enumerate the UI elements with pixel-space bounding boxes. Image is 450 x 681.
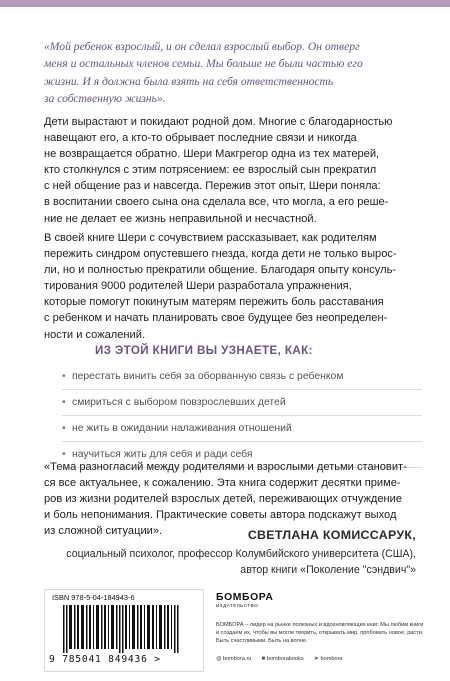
paragraph-line: ние не делает ее жизнь неправильной и несчастной.: [44, 212, 317, 225]
paragraph-line: с ней общение раз и навсегда. Пережив этот опыт, Шери поняла:: [44, 180, 381, 193]
learn-item-text: не жить в ожидании налаживания отношений: [72, 423, 292, 434]
paragraph-line: Дети вырастают и покидают родной дом. Многие с благодарностью: [44, 116, 393, 128]
paragraph-line: с ребенком и начать планировать свое будущее без неопределен-: [44, 312, 388, 325]
review-line: из сложной ситуации».: [44, 525, 163, 538]
isbn-text: ISBN 978-5-04-184943-6: [52, 593, 135, 602]
learn-heading: ИЗ ЭТОЙ КНИГИ ВЫ УЗНАЕТЕ, КАК:: [95, 344, 313, 357]
publisher-logo-text: БОМБОРА: [216, 592, 274, 603]
learn-list-item: [62, 416, 422, 442]
quote-line: меня и остальных членов семьи. Мы больше не были частью его: [44, 57, 363, 71]
bullet-icon: •: [62, 449, 66, 460]
paragraph-line: ности и сожалений.: [44, 328, 146, 341]
bullet-icon: •: [62, 371, 66, 382]
social-link-vk[interactable]: bomborabooks: [266, 656, 304, 662]
social-link-site[interactable]: bombora.ru: [222, 656, 252, 662]
paragraph-line: пережить синдром опустевшего гнезда, когда дети не только вырос-: [44, 248, 397, 261]
paragraph-line: навещают его, а кто-то обрывает последние связи и никогда: [44, 132, 357, 145]
publisher-logo: [216, 592, 273, 609]
review-line: ся все актуальнее, к сожалению. Эта книга содержит десятки приме-: [44, 477, 401, 490]
author-role-line: социальный психолог, профессор Колумбийского университета (США),: [66, 548, 416, 560]
paragraph-line: тирования 9000 родителей Шери разработала упражнения,: [44, 280, 352, 293]
paragraph-line: ли, но и полностью прекратили общение. Благодаря опыту консуль-: [44, 264, 397, 277]
learn-item-text: научиться жить для себя и ради себя: [72, 449, 253, 460]
publisher-description: БОМБОРА – лидер на рынке полезных и вдохновляющих книг. Мы любим книги и создаем их, чтобы вы могли творить, открывать мир, пробовать новое, расти. Быть счастливыми. Быть на волне.: [216, 622, 424, 644]
telegram-icon: ➤: [313, 656, 319, 662]
author-role-line: автор книги «Поколение "сэндвич"»: [240, 563, 416, 576]
social-link-telegram[interactable]: bombora: [320, 656, 343, 662]
learn-list: [62, 364, 422, 468]
bullet-icon: •: [62, 397, 66, 408]
learn-list-item: [62, 364, 422, 390]
learn-item-text: перестать винить себя за оборванную связь с ребенком: [72, 371, 344, 382]
review-line: и боль непонимания. Практические советы автора подскажут выход: [44, 509, 397, 522]
epigraph-quote: [44, 38, 414, 108]
review-line: «Тема разногласий между родителями и взрослыми детьми становит-: [44, 461, 407, 473]
publisher-logo-subtitle: ИЗДАТЕЛЬСТВО: [216, 603, 259, 608]
quote-line: за собственную жизнь».: [44, 92, 166, 106]
paragraph-line: кто столкнулся с этим потрясением: ее взрослый сын прекратил: [44, 164, 377, 177]
barcode-icon: [63, 605, 187, 653]
paragraph-line: в воспитании своего сына она сделала все, что могла, а его реше-: [44, 196, 389, 209]
review-author-name: СВЕТЛАНА КОМИССАРУК,: [247, 528, 416, 542]
learn-item-text: смириться с выбором повзрослевших детей: [72, 397, 286, 408]
review-author-role: [66, 547, 416, 578]
barcode-block: [44, 589, 204, 672]
vk-icon: ■: [261, 656, 266, 662]
globe-icon: ◍: [216, 656, 222, 662]
description-paragraph-2: [44, 230, 416, 343]
bullet-icon: •: [62, 423, 66, 434]
quote-line: жизни. И я должна была взять на себя ответственность: [44, 74, 334, 88]
publisher-socials: [216, 655, 430, 662]
paragraph-line: не возвращается обратно. Шери Макгрегор одна из тех матерей,: [44, 148, 380, 161]
quote-line: «Мой ребенок взрослый, и он сделал взрослый выбор. Он отверг: [44, 40, 360, 53]
learn-list-item: [62, 390, 422, 416]
top-color-bar: [0, 0, 450, 7]
paragraph-line: которые помогут покинутым матерям пережить боль расставания: [44, 296, 384, 309]
review-line: ров из жизни родителей взрослых детей, переживающих отчуждение: [44, 493, 403, 506]
paragraph-line: В своей книге Шери с сочувствием рассказывает, как родителям: [44, 232, 377, 244]
description-paragraph-1: [44, 114, 416, 227]
barcode-digits: 9 785041 849436 >: [49, 654, 161, 665]
